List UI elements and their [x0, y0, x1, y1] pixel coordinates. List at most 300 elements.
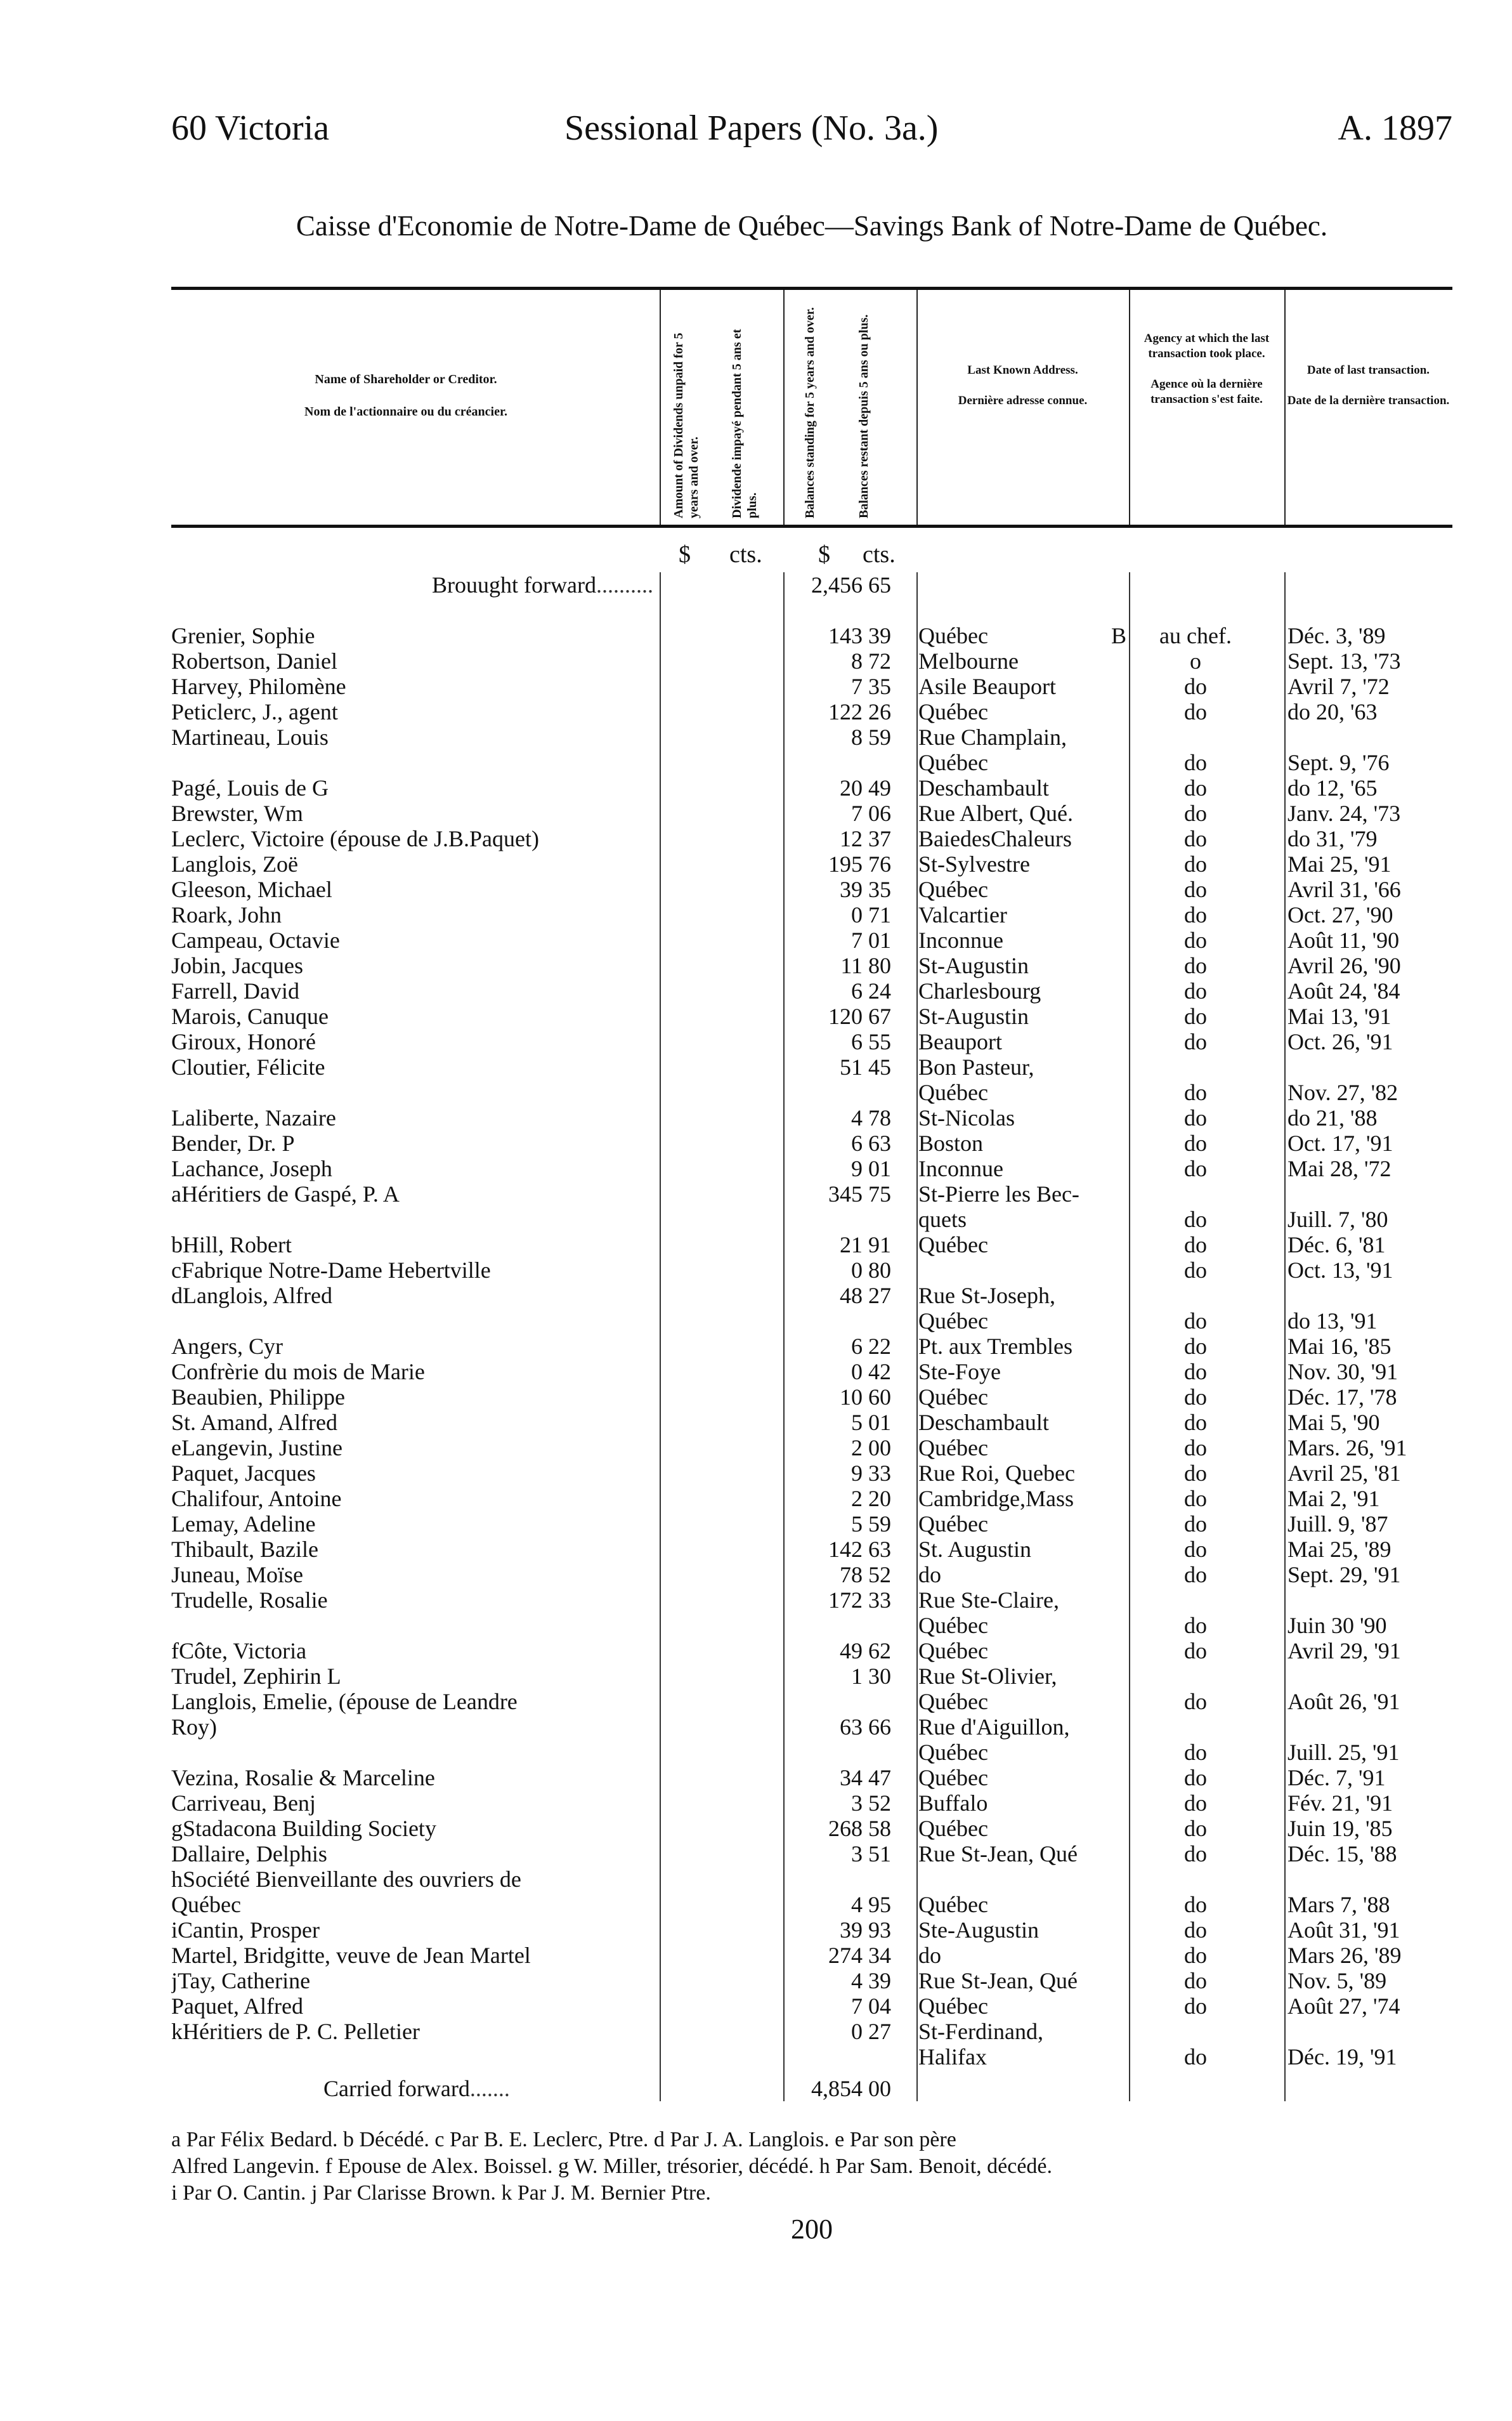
last-address: Rue Albert, Qué. — [918, 801, 1073, 826]
header-dividends-en: Amount of Dividends unpaid for 5 years and over. — [672, 332, 701, 518]
balance-amount: 8 59 — [851, 725, 891, 750]
last-transaction-date: Avril 7, '72 — [1287, 674, 1390, 699]
shareholder-name: iCantin, Prosper — [171, 1917, 320, 1943]
last-address: Québec — [918, 1384, 988, 1410]
last-transaction-date: Oct. 17, '91 — [1287, 1131, 1393, 1156]
table-row — [171, 801, 1452, 826]
agency: do — [1184, 1638, 1207, 1663]
last-address: Melbourne — [918, 648, 1019, 674]
last-transaction-date: Mai 16, '85 — [1287, 1334, 1391, 1359]
shareholder-name: Trudelle, Rosalie — [171, 1587, 328, 1613]
div-cents-unit: cts. — [729, 541, 762, 568]
shareholder-name: Juneau, Moïse — [171, 1562, 303, 1587]
balance-amount: 7 06 — [851, 801, 891, 826]
header-name — [171, 290, 641, 525]
last-transaction-date: Juill. 9, '87 — [1287, 1511, 1388, 1537]
shareholder-name: Carriveau, Benj — [171, 1790, 316, 1816]
balance-amount: 39 35 — [840, 877, 891, 902]
balance-amount: 3 51 — [851, 1841, 891, 1867]
table-row — [171, 750, 1452, 775]
last-address: Québec — [918, 1765, 988, 1790]
last-address: St-Sylvestre — [918, 851, 1030, 877]
agency: do — [1184, 1207, 1207, 1232]
agency: do — [1184, 1384, 1207, 1410]
shareholder-name: Beaubien, Philippe — [171, 1384, 345, 1410]
last-address: Québec — [918, 699, 988, 725]
table-row — [171, 1460, 1452, 1486]
table-row — [171, 1181, 1452, 1207]
table-row — [171, 1384, 1452, 1410]
table-body — [171, 572, 1452, 2101]
agency: do — [1184, 1359, 1207, 1384]
last-transaction-date: Avril 31, '66 — [1287, 877, 1401, 902]
balance-amount: 34 47 — [840, 1765, 891, 1790]
last-transaction-date: Nov. 27, '82 — [1287, 1080, 1398, 1105]
last-transaction-date: Oct. 13, '91 — [1287, 1257, 1393, 1283]
agency: do — [1184, 1511, 1207, 1537]
balance-amount: 9 01 — [851, 1156, 891, 1181]
last-transaction-date: Mars 26, '89 — [1287, 1943, 1402, 1968]
agency: do — [1184, 1105, 1207, 1131]
agency: do — [1184, 928, 1207, 953]
table-row — [171, 674, 1452, 699]
table-row — [171, 851, 1452, 877]
last-transaction-date: Déc. 6, '81 — [1287, 1232, 1386, 1257]
shareholder-name: Laliberte, Nazaire — [171, 1105, 336, 1131]
agency: do — [1184, 826, 1207, 851]
table-row — [171, 1511, 1452, 1537]
last-address: St-Augustin — [918, 1004, 1029, 1029]
last-transaction-date: Nov. 30, '91 — [1287, 1359, 1398, 1384]
last-address: Rue St-Joseph, — [918, 1283, 1055, 1308]
table-row — [171, 699, 1452, 725]
bal-dollar-unit: $ — [818, 541, 830, 568]
balance-amount: 122 26 — [828, 699, 891, 725]
balance-amount: 195 76 — [828, 851, 891, 877]
last-address: St-Pierre les Bec- — [918, 1181, 1079, 1207]
footnote-line: a Par Félix Bedard. b Décédé. c Par B. E. Leclerc, Ptre. d Par J. A. Langlois. e Par son père — [171, 2128, 956, 2151]
table-row — [171, 1841, 1452, 1867]
balance-amount: 21 91 — [840, 1232, 891, 1257]
balance-amount: 3 52 — [851, 1790, 891, 1816]
shareholder-name: Lachance, Joseph — [171, 1156, 332, 1181]
last-address: Rue Champlain, — [918, 725, 1067, 750]
last-transaction-date: do 12, '65 — [1287, 775, 1378, 801]
last-address: Rue Roi, Quebec — [918, 1460, 1075, 1486]
shareholder-name: Paquet, Alfred — [171, 1993, 303, 2019]
agency: do — [1184, 1841, 1207, 1867]
last-transaction-date: Nov. 5, '89 — [1287, 1968, 1387, 1993]
running-head — [171, 108, 1452, 165]
balance-amount: 120 67 — [828, 1004, 891, 1029]
agency: do — [1184, 1993, 1207, 2019]
shareholder-name: Peticlerc, J., agent — [171, 699, 338, 725]
table-row — [171, 1232, 1452, 1257]
row-flag: B — [1111, 623, 1127, 648]
running-head-center: Sessional Papers (No. 3a.) — [564, 108, 939, 148]
balance-amount: 4 78 — [851, 1105, 891, 1131]
brought-forward-row: Brouught forward.......... 2,456 65 — [432, 572, 891, 598]
shareholder-name: Thibault, Bazile — [171, 1537, 318, 1562]
shareholder-name: Grenier, Sophie — [171, 623, 315, 648]
shareholder-name: Giroux, Honoré — [171, 1029, 316, 1054]
last-address: Québec — [918, 1740, 988, 1765]
table-row — [171, 1562, 1452, 1587]
last-transaction-date: Déc. 15, '88 — [1287, 1841, 1397, 1867]
header-agency-fr: Agence où la dernière transaction s'est faite. — [1150, 377, 1263, 406]
table-row — [171, 1257, 1452, 1283]
agency: do — [1184, 1689, 1207, 1714]
last-transaction-date: Mai 13, '91 — [1287, 1004, 1391, 1029]
agency: do — [1184, 1334, 1207, 1359]
balance-amount: 6 55 — [851, 1029, 891, 1054]
last-transaction-date: Déc. 17, '78 — [1287, 1384, 1397, 1410]
balance-amount: 0 71 — [851, 902, 891, 928]
header-dividends — [660, 290, 783, 525]
balance-amount: 2 00 — [851, 1435, 891, 1460]
shareholder-name: Bender, Dr. P — [171, 1131, 295, 1156]
balance-amount: 63 66 — [840, 1714, 891, 1740]
balance-amount: 0 42 — [851, 1359, 891, 1384]
last-transaction-date: do 31, '79 — [1287, 826, 1378, 851]
shareholder-name: Vezina, Rosalie & Marceline — [171, 1765, 435, 1790]
last-transaction-date: Mai 25, '89 — [1287, 1537, 1391, 1562]
last-address: Québec — [918, 1993, 988, 2019]
last-address: Asile Beauport — [918, 674, 1056, 699]
last-address: Halifax — [918, 2044, 987, 2070]
last-address: St-Ferdinand, — [918, 2019, 1043, 2044]
table-row — [171, 1993, 1452, 2019]
table-row — [171, 902, 1452, 928]
last-address: Valcartier — [918, 902, 1007, 928]
header-balance-fr: Balances restant depuis 5 ans ou plus. — [857, 314, 871, 518]
balance-amount: 268 58 — [828, 1816, 891, 1841]
table-row — [171, 1410, 1452, 1435]
agency: do — [1184, 1080, 1207, 1105]
table-row — [171, 1663, 1452, 1689]
last-address: Deschambault — [918, 775, 1049, 801]
brought-forward-label: Brouught forward — [432, 572, 596, 598]
carried-forward-label: Carried forward — [323, 2076, 470, 2101]
header-agency — [1129, 290, 1284, 566]
balance-amount: 2 20 — [851, 1486, 891, 1511]
table-row — [171, 1714, 1452, 1740]
agency: do — [1184, 699, 1207, 725]
table-row — [171, 1029, 1452, 1054]
last-address: Québec — [918, 877, 988, 902]
agency: do — [1184, 1156, 1207, 1181]
table-row — [171, 1054, 1452, 1080]
agency: do — [1184, 1613, 1207, 1638]
shareholder-name: Pagé, Louis de G — [171, 775, 329, 801]
table-row — [171, 1867, 1452, 1892]
balance-amount: 20 49 — [840, 775, 891, 801]
table-row — [171, 2019, 1452, 2044]
shareholder-name: Langlois, Emelie, (épouse de Leandre — [171, 1689, 518, 1714]
balance-amount: 143 39 — [828, 623, 891, 648]
shareholder-name: St. Amand, Alfred — [171, 1410, 337, 1435]
last-transaction-date: Déc. 19, '91 — [1287, 2044, 1397, 2070]
last-address: St-Nicolas — [918, 1105, 1015, 1131]
agency: do — [1184, 1435, 1207, 1460]
last-address: Québec — [918, 623, 988, 648]
last-address: Inconnue — [918, 1156, 1003, 1181]
balance-amount: 51 45 — [840, 1054, 891, 1080]
agency: do — [1184, 1943, 1207, 1968]
last-transaction-date: Mai 5, '90 — [1287, 1410, 1380, 1435]
running-head-right: A. 1897 — [1338, 108, 1452, 148]
table-row — [171, 1816, 1452, 1841]
balance-amount: 4 39 — [851, 1968, 891, 1993]
last-address: Québec — [918, 1638, 988, 1663]
shareholder-name: gStadacona Building Society — [171, 1816, 436, 1841]
shareholder-name: Martel, Bridgitte, veuve de Jean Martel — [171, 1943, 531, 1968]
last-transaction-date: Juill. 7, '80 — [1287, 1207, 1388, 1232]
last-transaction-date: Sept. 29, '91 — [1287, 1562, 1401, 1587]
balance-amount: 39 93 — [840, 1917, 891, 1943]
last-transaction-date: do 13, '91 — [1287, 1308, 1378, 1334]
balance-amount: 0 80 — [851, 1257, 891, 1283]
balance-amount: 4 95 — [851, 1892, 891, 1917]
balance-amount: 5 59 — [851, 1511, 891, 1537]
agency: do — [1184, 1790, 1207, 1816]
balance-amount: 12 37 — [840, 826, 891, 851]
shareholder-name: Harvey, Philomène — [171, 674, 346, 699]
shareholder-name: Gleeson, Michael — [171, 877, 332, 902]
table-row — [171, 1105, 1452, 1131]
last-transaction-date: Janv. 24, '73 — [1287, 801, 1401, 826]
last-address: Québec — [918, 1232, 988, 1257]
agency: do — [1184, 978, 1207, 1004]
table-row — [171, 1486, 1452, 1511]
header-date-fr: Date de la dernière transaction. — [1287, 394, 1450, 407]
table-row — [171, 1004, 1452, 1029]
balance-amount: 6 22 — [851, 1334, 891, 1359]
balance-amount: 142 63 — [828, 1537, 891, 1562]
last-address: Québec — [918, 1511, 988, 1537]
last-address: Québec — [918, 1308, 988, 1334]
last-transaction-date: Sept. 9, '76 — [1287, 750, 1390, 775]
table-caption: Caisse d'Economie de Notre-Dame de Québec—Savings Bank of Notre-Dame de Québec. — [296, 210, 1328, 242]
last-address: Québec — [918, 1435, 988, 1460]
agency: do — [1184, 775, 1207, 801]
document-page — [171, 108, 1452, 2245]
last-address: Ste-Foye — [918, 1359, 1001, 1384]
table-row — [171, 1283, 1452, 1308]
table-row — [171, 1790, 1452, 1816]
header-date-en: Date of last transaction. — [1307, 364, 1430, 377]
table-row — [171, 1334, 1452, 1359]
last-address: Rue Ste-Claire, — [918, 1587, 1059, 1613]
agency: do — [1184, 1131, 1207, 1156]
header-balance-en: Balances standing for 5 years and over. — [803, 307, 817, 518]
last-address: Québec — [918, 1080, 988, 1105]
balance-amount: 5 01 — [851, 1410, 891, 1435]
shareholder-name: kHéritiers de P. C. Pelletier — [171, 2019, 420, 2044]
last-address: Québec — [918, 1689, 988, 1714]
last-address: Bon Pasteur, — [918, 1054, 1034, 1080]
balance-amount: 345 75 — [828, 1181, 891, 1207]
footnotes — [171, 2127, 1452, 2207]
header-address-fr: Dernière adresse connue. — [958, 394, 1088, 407]
balance-amount: 1 30 — [851, 1663, 891, 1689]
agency: do — [1184, 674, 1207, 699]
last-transaction-date: Mai 25, '91 — [1287, 851, 1391, 877]
last-transaction-date: Oct. 26, '91 — [1287, 1029, 1393, 1054]
last-address: do — [918, 1562, 941, 1587]
table-row — [171, 826, 1452, 851]
last-address: quets — [918, 1207, 967, 1232]
last-address: Cambridge,Mass — [918, 1486, 1074, 1511]
last-address: Rue St-Jean, Qué — [918, 1841, 1078, 1867]
last-address: Deschambault — [918, 1410, 1049, 1435]
table-row — [171, 978, 1452, 1004]
last-address: Pt. aux Trembles — [918, 1334, 1073, 1359]
header-balance — [783, 290, 916, 525]
agency: do — [1184, 801, 1207, 826]
last-transaction-date: Oct. 27, '90 — [1287, 902, 1393, 928]
shareholder-name: Langlois, Zoë — [171, 851, 298, 877]
agency: do — [1184, 1968, 1207, 1993]
balance-amount: 10 60 — [840, 1384, 891, 1410]
table-row — [171, 877, 1452, 902]
header-name-en: Name of Shareholder or Creditor. — [315, 372, 497, 386]
last-address: do — [918, 1943, 941, 1968]
agency: do — [1184, 1257, 1207, 1283]
last-transaction-date: do 21, '88 — [1287, 1105, 1378, 1131]
shareholder-name: fCôte, Victoria — [171, 1638, 307, 1663]
table-row — [171, 1638, 1452, 1663]
agency: au chef. — [1159, 623, 1232, 648]
balance-amount: 11 80 — [840, 953, 891, 978]
balance-amount: 0 27 — [851, 2019, 891, 2044]
agency: do — [1184, 1308, 1207, 1334]
table-row — [171, 1359, 1452, 1384]
last-transaction-date: Juin 19, '85 — [1287, 1816, 1393, 1841]
last-transaction-date: Mars 7, '88 — [1287, 1892, 1390, 1917]
balance-amount: 172 33 — [828, 1587, 891, 1613]
table-row — [171, 1968, 1452, 1993]
last-transaction-date: Avril 29, '91 — [1287, 1638, 1401, 1663]
running-head-left: 60 Victoria — [171, 108, 330, 148]
balance-amount: 48 27 — [840, 1283, 891, 1308]
table-row — [171, 725, 1452, 750]
last-address: St-Augustin — [918, 953, 1029, 978]
header-name-fr: Nom de l'actionnaire ou du créancier. — [304, 405, 507, 419]
shareholder-name: hSociété Bienveillante des ouvriers de — [171, 1867, 521, 1892]
last-address: Rue d'Aiguillon, — [918, 1714, 1070, 1740]
shareholder-name: Brewster, Wm — [171, 801, 303, 826]
table-row — [171, 1156, 1452, 1181]
table-row — [171, 1131, 1452, 1156]
balance-amount: 6 63 — [851, 1131, 891, 1156]
last-transaction-date: Déc. 3, '89 — [1287, 623, 1386, 648]
table-row — [171, 2044, 1452, 2070]
table-row — [171, 953, 1452, 978]
shareholder-name: Lemay, Adeline — [171, 1511, 316, 1537]
table-row — [171, 1537, 1452, 1562]
brought-forward-balance: 2,456 65 — [811, 572, 891, 598]
agency: do — [1184, 953, 1207, 978]
shareholder-name: bHill, Robert — [171, 1232, 292, 1257]
shareholder-name: Angers, Cyr — [171, 1334, 283, 1359]
agency: do — [1184, 1460, 1207, 1486]
shareholder-name: Dallaire, Delphis — [171, 1841, 327, 1867]
last-transaction-date: Déc. 7, '91 — [1287, 1765, 1386, 1790]
shareholder-name: Paquet, Jacques — [171, 1460, 316, 1486]
table-row — [171, 1765, 1452, 1790]
footnote-line: i Par O. Cantin. j Par Clarisse Brown. k Par J. M. Bernier Ptre. — [171, 2181, 711, 2205]
div-dollar-unit: $ — [679, 541, 691, 568]
table-row — [171, 1689, 1452, 1714]
shareholder-name: dLanglois, Alfred — [171, 1283, 332, 1308]
balance-amount: 7 01 — [851, 928, 891, 953]
units-row — [171, 528, 1452, 572]
agency: do — [1184, 1029, 1207, 1054]
shareholder-name: Martineau, Louis — [171, 725, 329, 750]
balance-amount: 6 24 — [851, 978, 891, 1004]
balance-amount: 7 35 — [851, 674, 891, 699]
shareholder-name: Farrell, David — [171, 978, 299, 1004]
shareholder-name: Chalifour, Antoine — [171, 1486, 342, 1511]
agency: do — [1184, 1410, 1207, 1435]
agency: do — [1184, 1816, 1207, 1841]
last-address: Inconnue — [918, 928, 1003, 953]
balance-amount: 7 04 — [851, 1993, 891, 2019]
last-address: Québec — [918, 750, 988, 775]
last-transaction-date: Juin 30 '90 — [1287, 1613, 1387, 1638]
agency: do — [1184, 2044, 1207, 2070]
shareholder-name: Campeau, Octavie — [171, 928, 340, 953]
balance-amount: 274 34 — [828, 1943, 891, 1968]
balance-amount: 49 62 — [840, 1638, 891, 1663]
agency: do — [1184, 1765, 1207, 1790]
agency: do — [1184, 1892, 1207, 1917]
last-address: Beauport — [918, 1029, 1002, 1054]
table-row — [171, 1943, 1452, 1968]
shareholder-name: jTay, Catherine — [171, 1968, 311, 1993]
last-transaction-date: Mai 28, '72 — [1287, 1156, 1391, 1181]
header-address-en: Last Known Address. — [967, 364, 1078, 377]
table-row — [171, 648, 1452, 674]
last-address: Québec — [918, 1816, 988, 1841]
carried-forward-row: Carried forward....... 4,854 00 — [323, 2076, 891, 2101]
last-transaction-date: Mai 2, '91 — [1287, 1486, 1380, 1511]
shareholder-name: Marois, Canuque — [171, 1004, 329, 1029]
last-address: Rue St-Olivier, — [918, 1663, 1057, 1689]
last-transaction-date: Sept. 13, '73 — [1287, 648, 1401, 674]
table-row — [171, 1892, 1452, 1917]
agency: do — [1184, 851, 1207, 877]
agency: do — [1184, 750, 1207, 775]
last-address: Ste-Augustin — [918, 1917, 1040, 1943]
last-address: Charlesbourg — [918, 978, 1041, 1004]
table-header — [171, 290, 1452, 525]
header-dividends-fr: Dividende impayé pendant 5 ans et plus. — [730, 329, 759, 518]
last-address: Boston — [918, 1131, 984, 1156]
last-transaction-date: Août 31, '91 — [1287, 1917, 1400, 1943]
table-row — [171, 1613, 1452, 1638]
shareholder-name: Cloutier, Félicite — [171, 1054, 325, 1080]
last-address: Québec — [918, 1892, 988, 1917]
page-number: 200 — [791, 2214, 833, 2245]
table-row — [171, 1917, 1452, 1943]
agency: do — [1184, 1232, 1207, 1257]
last-transaction-date: Fév. 21, '91 — [1287, 1790, 1393, 1816]
shareholder-name: Trudel, Zephirin L — [171, 1663, 341, 1689]
table-row — [171, 1740, 1452, 1765]
shareholder-name: eLangevin, Justine — [171, 1435, 342, 1460]
